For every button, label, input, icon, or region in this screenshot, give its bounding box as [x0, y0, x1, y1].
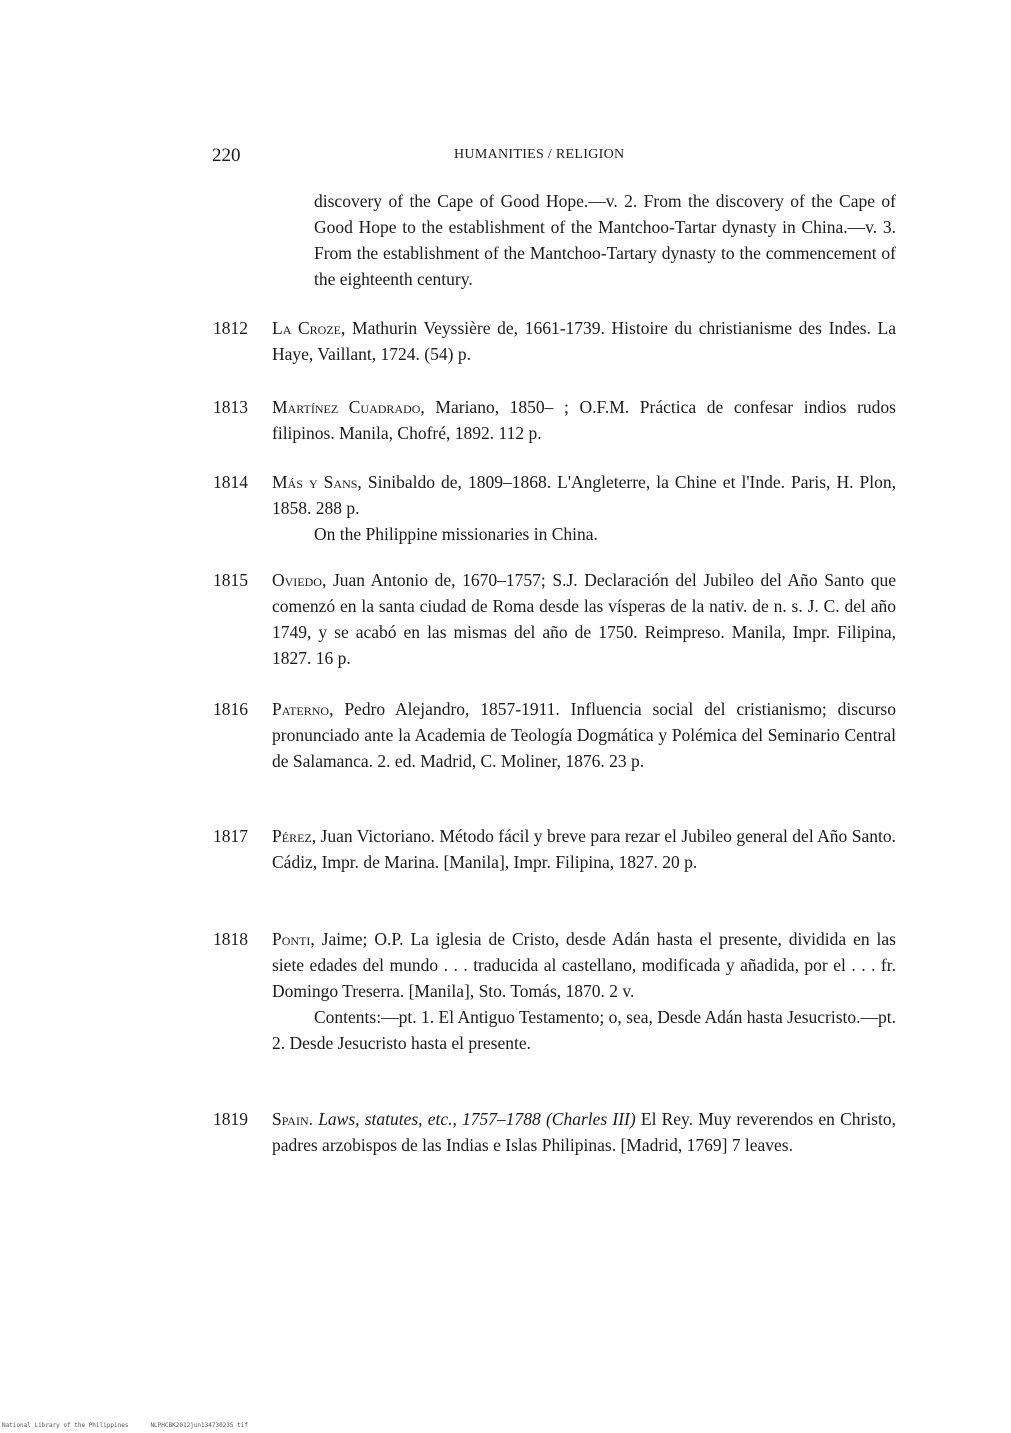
entry-body	[272, 926, 896, 1056]
entry-body	[272, 394, 896, 446]
page-number: 220	[212, 145, 241, 166]
bib-entry-1816	[213, 696, 896, 774]
entry-author: Oviedo,	[272, 570, 327, 590]
entry-text: Mariano, 1850– ; O.F.M. Práctica de confesar indios rudos filipinos. Manila, Chofré, 1892. 112 p.	[272, 397, 896, 443]
entry-text: El Rey. Muy reverendos en Christo, padres arzobispos de las Indias e Islas Philipinas. [Madrid, 1769] 7 leaves.	[272, 1109, 896, 1155]
entry-author: Pérez,	[272, 826, 317, 846]
entry-text: Juan Victoriano. Método fácil y breve para rezar el Jubileo general del Año Santo. Cádiz, Impr. de Marina. [Manila], Impr. Filipina, 1827. 20 p.	[272, 826, 896, 872]
entry-note: Contents:—pt. 1. El Antiguo Testamento; o, sea, Desde Adán hasta Jesucristo.—pt. 2. Desde Jesucristo hasta el presente.	[272, 1007, 896, 1053]
entry-text: Jaime; O.P. La iglesia de Cristo, desde Adán hasta el presente, dividida en las siete edades del mundo . . . traducida al castellano, modificada y añadida, por el . . . fr. Domingo Treserra. [Manila], Sto. Tomás, 1870. 2 v.	[272, 929, 896, 1001]
footer-file-id: NLPHCBK2012jun134730235 tif	[150, 1422, 248, 1429]
entry-title: Laws, statutes, etc., 1757–1788 (Charles III)	[313, 1109, 636, 1129]
bib-entry-1815	[213, 567, 896, 671]
entry-body	[272, 469, 896, 547]
entry-author: Spain.	[272, 1109, 314, 1129]
running-head: HUMANITIES / RELIGION	[454, 147, 625, 162]
bib-entry-1813	[213, 394, 896, 446]
bib-entry-1817	[213, 823, 896, 875]
entry-body	[272, 1106, 896, 1158]
entry-author: Paterno,	[272, 699, 334, 719]
entry-text: Mathurin Veyssière de, 1661-1739. Histoire du christianisme des Indes. La Haye, Vaillant, 1724. (54) p.	[272, 318, 896, 364]
entry-body	[272, 696, 896, 774]
entry-text: Juan Antonio de, 1670–1757; S.J. Declaración del Jubileo del Año Santo que comenzó en la santa ciudad de Roma desde las vísperas de la nativ. de n. s. J. C. del año 1749, y se acabó en las mismas del año de 1750. Reimpreso. Manila, Impr. Filipina, 1827. 16 p.	[272, 570, 896, 668]
bib-entry-1812	[213, 315, 896, 367]
bib-entry-1818	[213, 926, 896, 1056]
bib-entry-1814	[213, 469, 896, 547]
entry-author: La Croze,	[272, 318, 346, 338]
entry-number: 1813	[213, 397, 248, 417]
entry-number: 1815	[213, 570, 248, 590]
bib-entry-1819	[213, 1106, 896, 1158]
entry-text: Pedro Alejandro, 1857-1911. Influencia social del cristianismo; discurso pronunciado ante la Academia de Teología Dogmática y Polémica del Seminario Central de Salamanca. 2. ed. Madrid, C. Moliner, 1876. 23 p.	[272, 699, 896, 771]
entry-number: 1814	[213, 472, 248, 492]
entry-number: 1812	[213, 318, 248, 338]
entry-body	[272, 567, 896, 671]
entry-author: Martínez Cuadrado,	[272, 397, 425, 417]
entry-number: 1816	[213, 699, 248, 719]
continuation-paragraph: discovery of the Cape of Good Hope.—v. 2. From the discovery of the Cape of Good Hope to the establishment of the Mantchoo-Tartar dynasty in China.—v. 3. From the establishment of the Mantchoo-Tartary dynasty to the commencement of the eighteenth century.	[314, 191, 896, 289]
entry-body	[272, 315, 896, 367]
entry-number: 1819	[213, 1109, 248, 1129]
entry-note: On the Philippine missionaries in China.	[314, 524, 598, 544]
entry-author: Ponti,	[272, 929, 315, 949]
entry-author: Más y Sans,	[272, 472, 362, 492]
scan-footer	[2, 1422, 270, 1429]
entry-number: 1818	[213, 929, 248, 949]
entry-text: Sinibaldo de, 1809–1868. L'Angleterre, la Chine et l'Inde. Paris, H. Plon, 1858. 288 p.	[272, 472, 897, 518]
entry-body	[272, 823, 896, 875]
footer-library: National Library of the Philippines	[2, 1422, 129, 1429]
entry-number: 1817	[213, 826, 248, 846]
